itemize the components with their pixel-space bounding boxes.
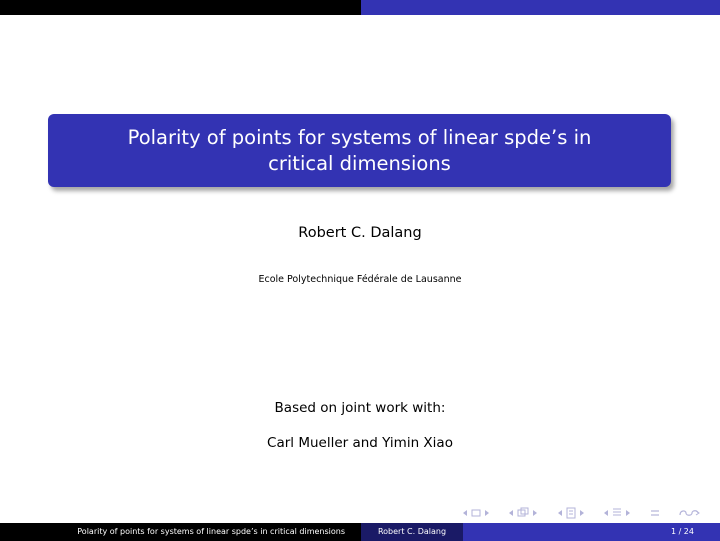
search-icon[interactable] (678, 507, 702, 519)
align-icon[interactable] (650, 508, 660, 518)
navigation-symbols (462, 506, 702, 520)
prev-doc-icon[interactable] (603, 508, 609, 518)
header-bar-left (0, 0, 361, 15)
header-bar-right (361, 0, 720, 15)
prev-section-icon[interactable] (557, 508, 563, 518)
next-doc-icon[interactable] (625, 508, 631, 518)
prev-frame-icon[interactable] (462, 508, 468, 518)
next-section-icon[interactable] (579, 508, 585, 518)
next-subsection-icon[interactable] (532, 508, 538, 518)
institute: Ecole Polytechnique Fédérale de Lausanne (258, 274, 462, 285)
footer-bar (0, 523, 720, 541)
header-bar (0, 0, 720, 15)
coauthors: Carl Mueller and Yimin Xiao (267, 435, 453, 451)
footer-title: Polarity of points for systems of linear spde’s in critical dimensions (0, 523, 361, 541)
frame-icon[interactable] (471, 508, 481, 518)
next-frame-icon[interactable] (484, 508, 490, 518)
footer-author: Robert C. Dalang (361, 523, 463, 541)
based-on-text: Based on joint work with: (274, 400, 446, 416)
title-block (48, 114, 671, 187)
document-icon[interactable] (612, 507, 622, 519)
prev-subsection-icon[interactable] (508, 508, 514, 518)
subsection-icon[interactable] (517, 507, 529, 519)
section-icon[interactable] (566, 507, 576, 519)
author-name: Robert C. Dalang (298, 225, 422, 241)
slide-title: Polarity of points for systems of linear spde’s in critical dimensions (127, 125, 592, 175)
footer-page-number: 1 / 24 (463, 523, 720, 541)
